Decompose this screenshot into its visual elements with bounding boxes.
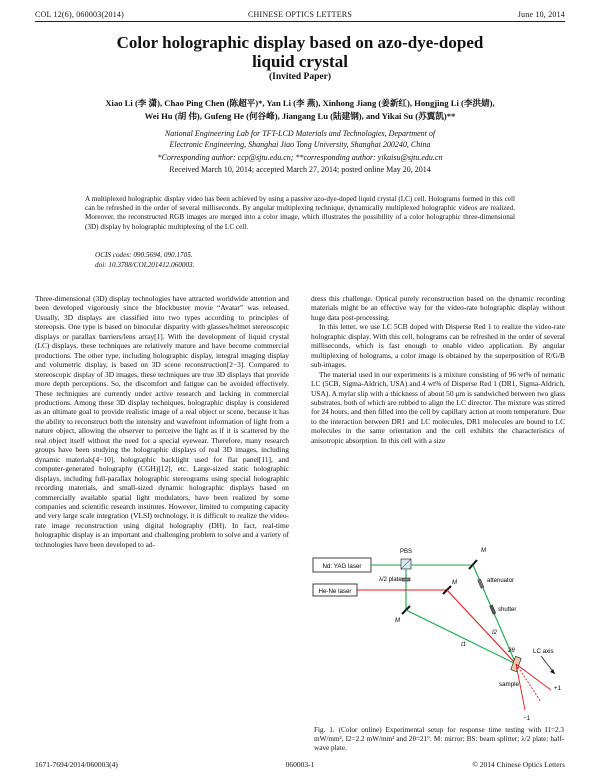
- i2-label: I2: [492, 630, 498, 636]
- journal-name: CHINESE OPTICS LETTERS: [248, 10, 352, 19]
- minus-one-order: −1: [523, 715, 531, 722]
- figure-1-caption: Fig. 1. (Color online) Experimental setup for response time testing with I1=2.3 mW/mm², I2=2.2 mW/mm² and 2θ=21°. M: mirror; BS: beam splitter; λ/2 plate: half-wave plate.: [314, 726, 564, 752]
- mirror-label-3: M: [452, 580, 457, 586]
- intro-paragraph: Three-dimensional (3D) display technologies have attracted worldwide attention and been developed vigorously since the blockbuster movie “Avatar” was released. Usually, 3D displays are classified into two types according to principles of stereopsis. One type is based on binocular disparity with glasses/helmet stereoscopic displays or parallax barriers/lens array[1]. With the development of liquid crystal (LC) displays, these techniques are relatively mature and have become commercial productions. The other type, including holographic display, integral imaging display and volumetric display, is based on 3D scene reconstruction[2−3]. Compared to stereoscopic display of 3D images, these techniques are true 3D displays that provide more depth perceptions. So, the discomfort and fatigue can be avoided effectively. These techniques are currently under active research and lacking in commercial productions. Among these 3D display techniques, holographic display is considered as an ultimate goal to provide realistic image of a real object or scene, because it has the ability to reconstruct both the intensity and wavefront information of light from a nature object, allowing the observer to perceive the light as if it is scattered by the real object itself without the need for a special eyewear. Therefore, many research groups have been studying the holographic displays of real 3D images, including dynamic materials[4−10], holographic backlight used for flat panel[11], and computer-generated holography (CGH)[12], etc. Large-sized static holographic displays, including full-parallax holographic stereograms using special holographic recording materials, and small-sized dynamic holographic displays based on commercially available spatial light modulators, have been realized by some companies and scientific research institutes. However, limited to computing capacity and very large scale integration (VLSI) technology, it is difficult to realize the video-rate image reconstruction using digital holography (DH). In fact, real-time holographic display is an important and challenging problem to solve and a variety of technologies have been developed to ad-: [35, 294, 289, 549]
- affiliation-line-1: National Engineering Lab for TFT-LCD Materials and Technologies, Department of: [164, 129, 436, 138]
- left-column: [35, 294, 289, 549]
- abstract-text: A multiplexed holographic display video has been achieved by using a passive azo-dye-doped liquid crystal (LC) cell. Holograms formed in this cell can be refreshed in the order of several milliseconds. By angular multiplexing technique, dynamically multiplexed holographic videos are realized. Moreover, the reconstructed RGB images are merged into a color image, which illustrates the possibility of a color holographic three-dimensional (3D) display by holographic multiplexing of the LC cell.: [85, 195, 515, 231]
- issn-footer: 1671-7694/2014/060003(4): [35, 760, 118, 769]
- right-paragraph-2: In this letter, we use LC 5CB doped with Disperse Red 1 to realize the video-rate holographic display. With this cell, holograms can be refreshed in the order of several milliseconds, which is fast enough to enable video application. By angular multiplexing of holograms, a color image is obtained by the superposition of R/G/B sub-images.: [311, 322, 565, 370]
- hene-laser-label: He-Ne laser: [318, 588, 352, 595]
- plus-one-order: +1: [554, 685, 562, 692]
- publication-date: June 10, 2014: [517, 10, 565, 19]
- pbs-label: PBS: [399, 549, 413, 555]
- half-wave-plate-label: λ/2 plate: [379, 577, 402, 583]
- corresponding-authors: *Corresponding author: ccp@sjtu.edu.cn; **corresponding author: yikaisu@sjtu.edu.cn: [157, 153, 443, 162]
- figure-1-setup-diagram: [311, 538, 567, 724]
- received-dates: Received March 10, 2014; accepted March 27, 2014; posted online May 20, 2014: [169, 165, 431, 174]
- paper-title-line-2: liquid crystal: [252, 52, 348, 71]
- page-number: 060003-1: [285, 760, 315, 769]
- journal-citation: COL 12(6), 060003(2014): [35, 10, 124, 19]
- paper-title-line-1: Color holographic display based on azo-dye-doped: [116, 33, 484, 52]
- copyright-footer: © 2014 Chinese Optics Letters: [472, 760, 565, 769]
- shutter-label: shutter: [498, 607, 517, 613]
- authors-line-2: Wei Hu (胡 伟), Gufeng He (何谷峰), Jiangang Lu (陆建钢), and Yikai Su (苏翼凯)**: [144, 111, 456, 121]
- ndyag-laser-label: Nd: YAG laser: [322, 563, 362, 570]
- right-paragraph-1: dress this challenge. Optical purely reconstruction based on the dynamic recording materials might be an effective way for the video-rate holographic display without huge data post-processing.: [311, 294, 565, 322]
- sample-label: sample: [499, 681, 519, 688]
- mirror-label-2: M: [395, 618, 400, 624]
- i1-label: I1: [461, 642, 467, 648]
- lc-axis-label: LC axis: [533, 648, 554, 655]
- ocis-codes: OCIS codes: 090.5694, 090.1705.: [95, 251, 193, 259]
- attenuator-element: [478, 579, 484, 588]
- shutter-element: [490, 605, 496, 614]
- attenuator-label: attenuator: [487, 578, 515, 584]
- doi: doi: 10.3788/COL201412.060003.: [95, 261, 195, 269]
- authors-line-1: Xiao Li (李 潇), Chao Ping Chen (陈超平)*, Yan Li (李 燕), Xinhong Jiang (姜新红), Hongjing Li (李洪婧),: [105, 98, 495, 108]
- right-paragraph-3: The material used in our experiments is a mixture consisting of 96 wt% of nematic LC (5CB, Sigma-Aldrich, USA) and 4 wt% of Disperse Red 1 (DR1, Sigma-Aldrich, USA). A mylar slip with a thickness of about 50 μm is sandwiched between two glass substrates, both of which are rubbed to align the LC director. The mixture was stirred for 24 hours, and then filled into the cell by capillary action at room temperature. Due to the interaction between DR1 and LC molecules, DR1 molecules are bound to LC molecules in the same orientation and the cell exhibits the characteristics of anisotropic absorption. In this cell with a size: [311, 369, 565, 445]
- invited-paper-note: (Invited Paper): [268, 72, 331, 82]
- header-rule: [35, 21, 565, 22]
- affiliation-line-2: Electronic Engineering, Shanghai Jiao Tong University, Shanghai 200240, China: [169, 140, 431, 149]
- two-theta-label: 2θ: [508, 648, 515, 654]
- right-column: [311, 294, 565, 445]
- half-wave-plate: [402, 578, 410, 581]
- mirror-label-1: M: [481, 548, 486, 554]
